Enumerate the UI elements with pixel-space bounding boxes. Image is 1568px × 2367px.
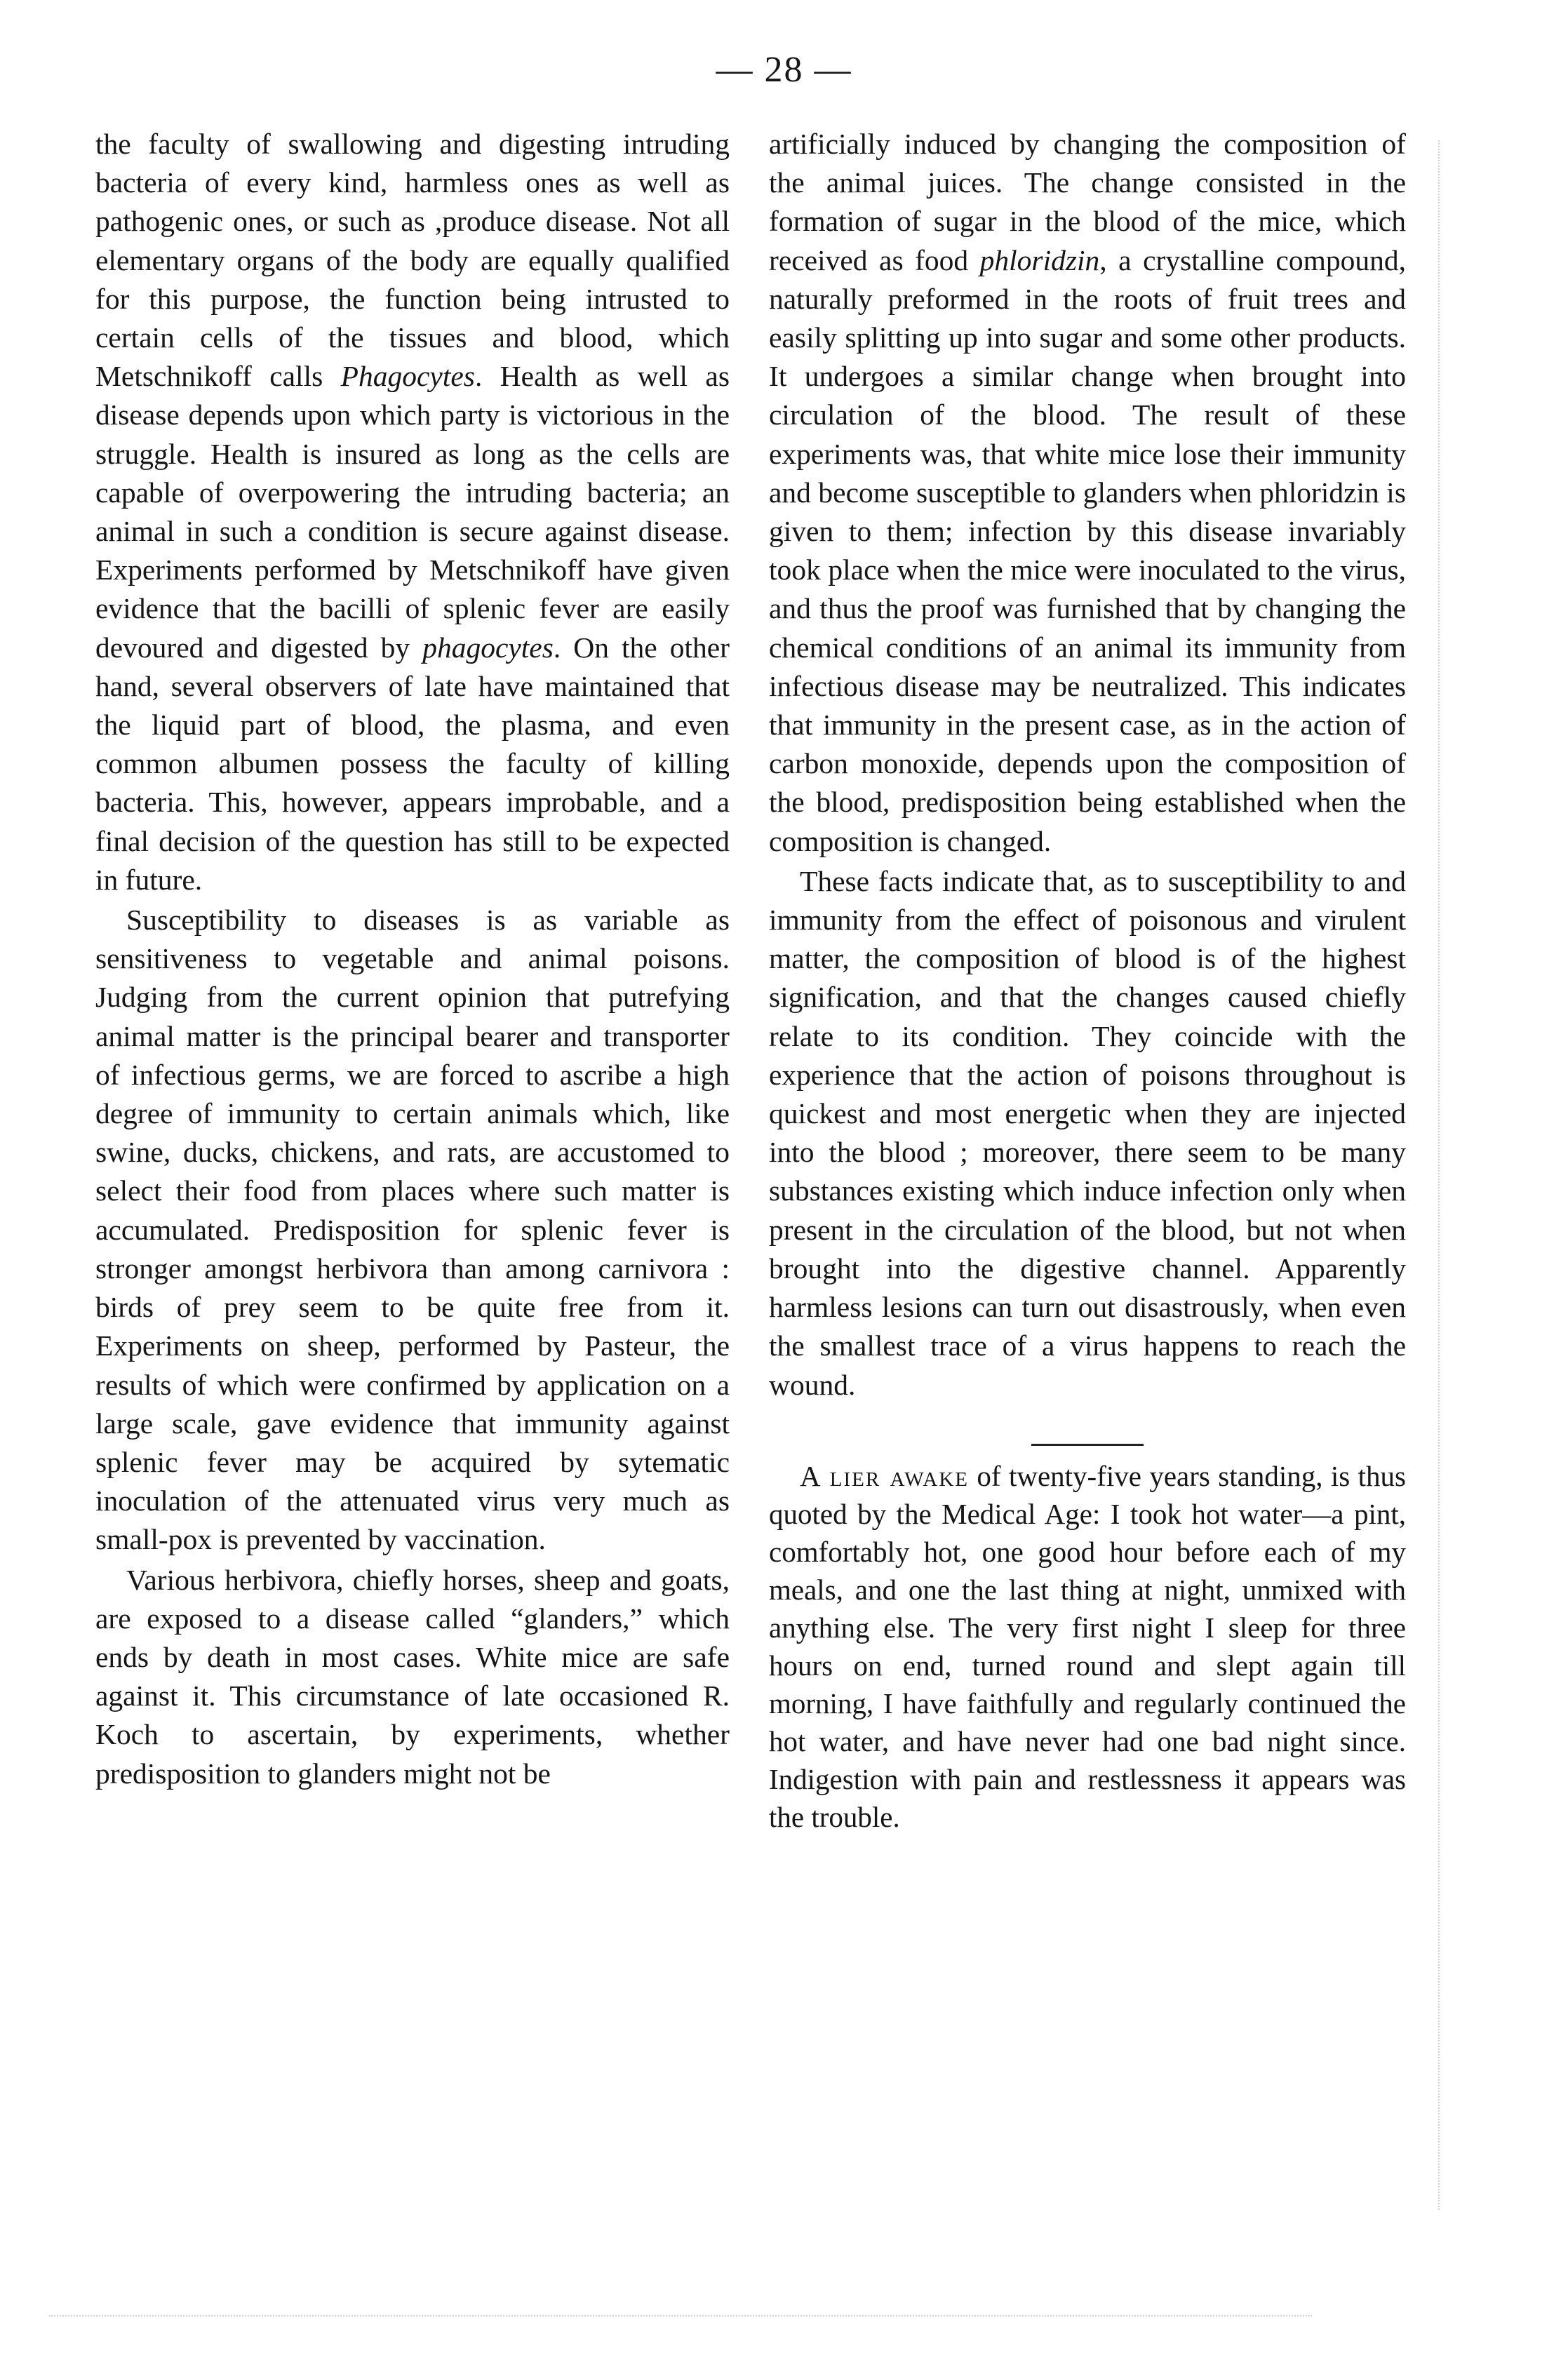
right-paragraph-2: These facts indicate that, as to susceptibility to and immunity from the effect of poisonous and virulent matter, the composition of blood is of the highest signification, and that the changes caused chiefly relate to its condition. They coincide with the experience that the action of poisons throughout is quickest and most energetic when they are injected into the blood ; moreover, there seem to be many substances existing which induce infection only when present in the circulation of the blood, but not when brought into the digestive channel. Apparently harmless lesions can turn out disastrously, when even the smallest trace of a virus happens to reach the wound. [769,864,1406,1401]
term-phagocytes: phagocytes [422,631,554,664]
note-lead-in: A lier awake [800,1459,969,1492]
left-paragraph-1 [95,125,730,899]
left-p1-text-b: . Health as well as disease depends upon which party is victorious in the struggle. Health is insured as long as the cells are capable of overpowering the intruding bacteria; an animal in such a condition is secure against disease. Experiments performed by Metschnikoff have given evidence that the bacilli of splenic fever are easily devoured and digested by [95,360,730,664]
page-number: — 28 — [716,50,852,90]
section-divider [1031,1444,1144,1446]
right-p1-text-a: artificially induced by changing the composition of the animal juices. The change consisted in the formation of sugar in the blood of the mice, which received as food [769,128,1406,276]
left-paragraph-2: Susceptibility to diseases is as variable as sensitiveness to vegetable and animal poisons. Judging from the current opinion that putrefying animal matter is the principal bearer and transporter of infectious germs, we are forced to ascribe a high degree of immunity to certain animals which, like swine, ducks, chickens, and rats, are accustomed to select their food from places where such matter is accumulated. Predisposition for splenic fever is stronger amongst herbivora than among carnivora : birds of prey seem to be quite free from it. Experiments on sheep, performed by Pasteur, the results of which were confirmed by application on a large scale, gave evidence that immunity against splenic fever may be acquired by sytematic inoculation of the attenuated virus very much as small-pox is prevented by vaccination. [95,904,730,1556]
left-p1-text-c: . On the other hand, several observers of late have maintained that the liquid part of blood, the plasma, and even common albumen possess the faculty of killing bacteria. This, however, appears improbable, and a final decision of the question has still to be expected in future. [95,631,730,896]
right-column [769,125,1406,1836]
left-paragraph-3: Various herbivora, chiefly horses, sheep and goats, are exposed to a disease called “glanders,” which ends by death in most cases. White mice are safe against it. This circumstance of late occasioned R. Koch to ascertain, by experiments, whether predisposition to glanders might not be [95,1563,730,1790]
term-phloridzin: phloridzin [979,243,1100,276]
left-column [95,125,730,1793]
right-p1-text-b: , a crystalline compound, naturally preformed in the roots of fruit trees and easily splitting up into sugar and some other products. It undergoes a similar change when brought into circulation of the blood. The result of these experiments was, that white mice lose their immunity and become susceptible to glanders when phloridzin is given to them; infection by this disease invariably took place when the mice were inoculated to the virus, and thus the proof was furnished that by changing the chemical conditions of an animal its immunity from infectious disease may be neutralized. This indicates that immunity in the present case, as in the action of carbon monoxide, depends upon the composition of the blood, predisposition being established when the composition is changed. [769,243,1406,857]
left-p1-text-a: the faculty of swallowing and digesting intruding bacteria of every kind, harmless ones as well as pathogenic ones, or such as ,produce disease. Not all elementary organs of the body are equally qualified for this purpose, the function being intrusted to certain cells of the tissues and blood, which Metschnikoff calls [95,128,730,393]
bottom-edge-line [49,2315,1312,2316]
note-paragraph [769,1457,1406,1836]
page-edge-marks [1438,140,1447,2210]
term-phagocytes-capitalized: Phagocytes [340,360,475,393]
right-paragraph-1 [769,125,1406,861]
note-text: of twenty-five years standing, is thus quoted by the Medical Age: I took hot water—a pint, comfortably hot, one good hour before each of my meals, and one the last thing at night, unmixed with anything else. The very first night I sleep for three hours on end, turned round and slept again till morning, I have faithfully and regularly continued the hot water, and have never had one bad night since. Indigestion with pain and restlessness it appears was the trouble. [769,1459,1406,1833]
